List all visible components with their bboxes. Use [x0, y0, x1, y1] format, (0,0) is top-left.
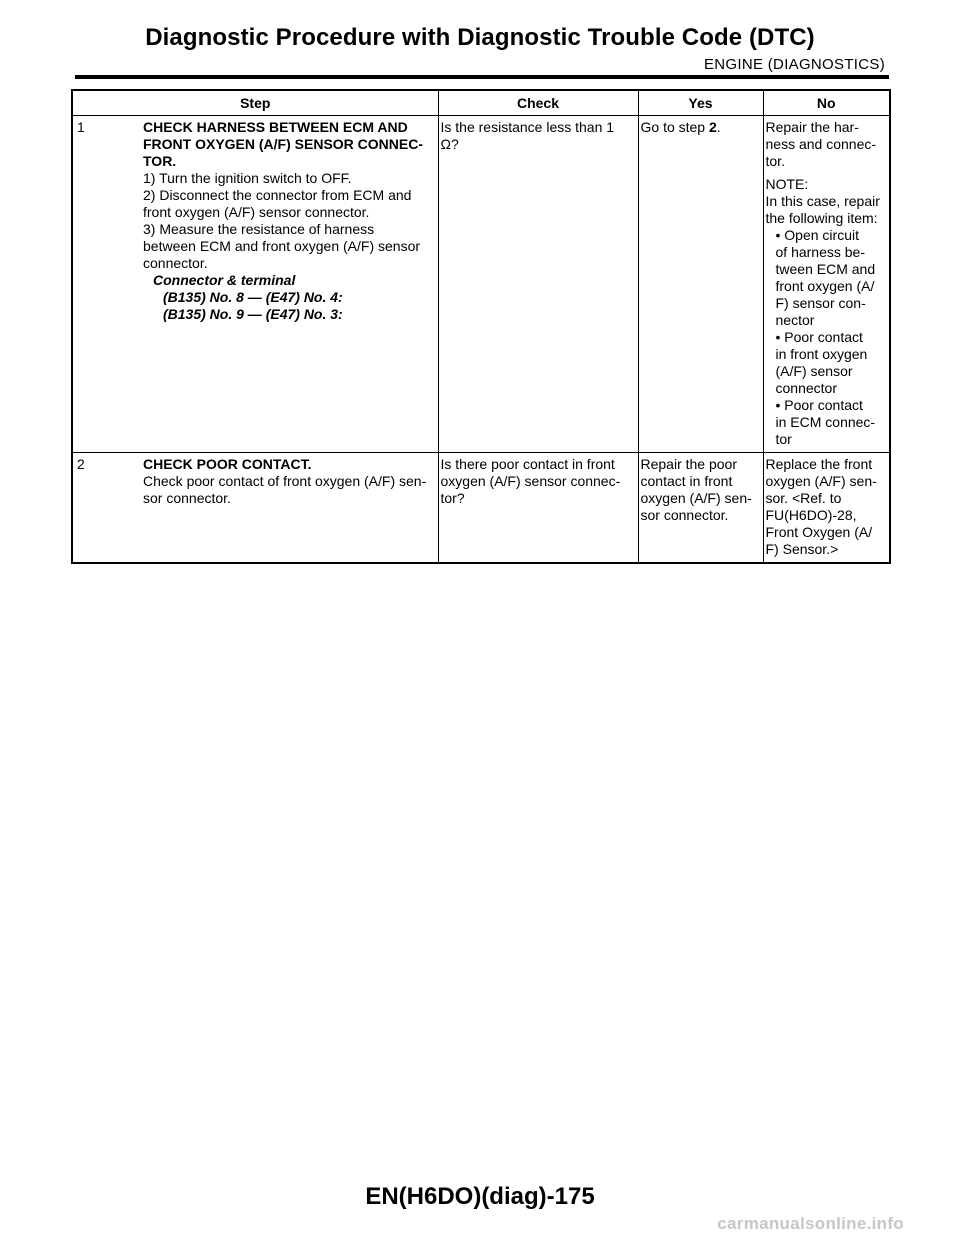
watermark: carmanualsonline.info — [717, 1214, 904, 1233]
note-bullet-line: tor — [775, 431, 792, 447]
no-line: Repair the har- — [765, 119, 859, 135]
check-line: tor? — [440, 490, 465, 506]
table-header-row — [72, 90, 890, 116]
check-line: Is there poor contact in front — [440, 456, 615, 472]
note-bullet-line: tween ECM and — [775, 261, 876, 277]
instruction-line: front oxygen (A/F) sensor connector. — [143, 204, 370, 220]
instruction-line: between ECM and front oxygen (A/F) sensor — [143, 238, 421, 254]
note-bullet-line: • Poor contact — [775, 329, 863, 345]
spec-label: Connector & terminal — [153, 272, 296, 288]
section-name: ENGINE (DIAGNOSTICS) — [703, 56, 885, 73]
note-bullet-line: of harness be- — [775, 244, 865, 260]
step-cell — [72, 453, 438, 564]
step-title-line: TOR. — [143, 153, 177, 169]
note-label: NOTE: — [765, 176, 809, 192]
instruction-line: 2) Disconnect the connector from ECM and — [143, 187, 412, 203]
yes-line: oxygen (A/F) sen- — [640, 490, 752, 506]
yes-line: sor connector. — [640, 507, 729, 523]
note-bullet-line: in ECM connec- — [775, 414, 876, 430]
instruction-line: Check poor contact of front oxygen (A/F) sen- — [143, 473, 427, 489]
col-header-step: Step — [72, 90, 438, 116]
yes-step-ref: 2 — [708, 119, 717, 135]
note-intro-line: the following item: — [765, 210, 878, 226]
spec-item: (B135) No. 8 — (E47) No. 4: — [163, 289, 343, 305]
no-cell — [763, 453, 890, 564]
col-header-no: No — [763, 90, 890, 116]
note-bullet-line: nector — [775, 312, 815, 328]
instruction-line: sor connector. — [143, 490, 231, 506]
col-header-check: Check — [438, 90, 638, 116]
note-bullet — [766, 227, 888, 329]
table-row — [72, 116, 890, 453]
no-line: Replace the front — [765, 456, 873, 472]
step-title-line: CHECK HARNESS BETWEEN ECM AND — [143, 119, 408, 135]
no-line: oxygen (A/F) sen- — [765, 473, 877, 489]
step-cell — [72, 116, 438, 453]
check-cell — [438, 453, 638, 564]
yes-text: Go to step — [640, 119, 709, 135]
step-number: 2 — [77, 456, 85, 472]
no-line: tor. — [765, 153, 785, 169]
check-line: Is the resistance less than 1 — [440, 119, 615, 135]
no-cell — [763, 116, 890, 453]
check-line: Ω? — [440, 136, 459, 152]
col-header-yes: Yes — [638, 90, 763, 116]
note-bullet-line: • Poor contact — [775, 397, 863, 413]
yes-cell — [638, 116, 763, 453]
note-bullet-line: (A/F) sensor — [775, 363, 853, 379]
note-bullet-line: front oxygen (A/ — [775, 278, 875, 294]
page-title: Diagnostic Procedure with Diagnostic Trouble Code (DTC) — [145, 24, 815, 51]
yes-line: contact in front — [640, 473, 733, 489]
no-line: FU(H6DO)-28, — [765, 507, 857, 523]
header-rule — [75, 75, 889, 79]
yes-cell — [638, 453, 763, 564]
no-line: F) Sensor.> — [765, 541, 839, 557]
spec-item: (B135) No. 9 — (E47) No. 3: — [163, 306, 343, 322]
step-title-line: FRONT OXYGEN (A/F) SENSOR CONNEC- — [143, 136, 424, 152]
no-line: sor. <Ref. to — [765, 490, 842, 506]
table-row — [72, 453, 890, 564]
diagnostic-table — [71, 89, 891, 564]
note-bullet — [766, 397, 888, 448]
note-bullet-line: • Open circuit — [775, 227, 859, 243]
instruction-line: connector. — [143, 255, 208, 271]
step-number: 1 — [77, 119, 85, 135]
yes-line: Repair the poor — [640, 456, 738, 472]
note-bullet-line: F) sensor con- — [775, 295, 866, 311]
yes-suffix: . — [716, 119, 721, 135]
check-line: oxygen (A/F) sensor connec- — [440, 473, 621, 489]
note-bullet-line: in front oxygen — [775, 346, 868, 362]
instruction-line: 3) Measure the resistance of harness — [143, 221, 375, 237]
check-cell — [438, 116, 638, 453]
instruction-line: 1) Turn the ignition switch to OFF. — [143, 170, 352, 186]
no-line: ness and connec- — [765, 136, 877, 152]
no-line: Front Oxygen (A/ — [765, 524, 873, 540]
note-intro-line: In this case, repair — [765, 193, 880, 209]
step-title: CHECK POOR CONTACT. — [143, 456, 312, 472]
page-footer-id: EN(H6DO)(diag)-175 — [365, 1183, 595, 1210]
note-bullet-line: connector — [775, 380, 837, 396]
note-bullet — [766, 329, 888, 397]
